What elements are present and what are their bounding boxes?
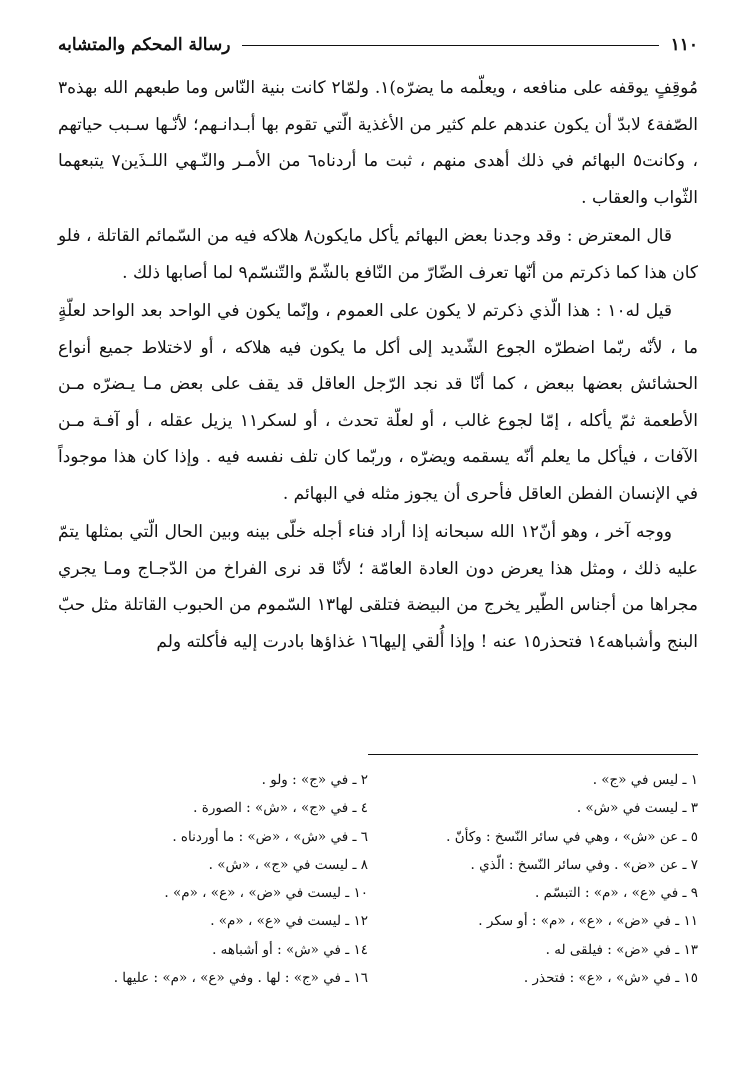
footnote-8: ٨ ـ ليست في «ج» ، «ش» . [208, 856, 368, 873]
footnote-9: ٩ ـ في «ع» ، «م» : التبسّم . [535, 885, 698, 902]
main-text [58, 70, 698, 660]
running-header [58, 30, 698, 60]
footnote-11: ١١ ـ في «ض» ، «ع» ، «م» : أو سكر . [478, 913, 698, 930]
paragraph-2: قال المعترض : وقد وجدنا بعض البهائم يأكل مايكون٨ هلاكه فيه من السّمائم القاتلة ، فلو كان هذا كما ذكرتم من أنّها تعرف الضّارّ من النّافع بالشّمّ والتّنسّم٩ لما أصابها ذلك . [58, 226, 698, 283]
footnote-2: ٢ ـ في «ج» : ولو . [261, 772, 368, 788]
footnote-16: ١٦ ـ في «ج» : لها . وفي «ع» ، «م» : عليها . [113, 970, 368, 987]
footnote-13: ١٣ ـ في «ض» : فيلقى له . [545, 941, 698, 958]
running-title: رسالة المحكم والمتشابه [58, 35, 231, 55]
footnote-10: ١٠ ـ ليست في «ض» ، «ع» ، «م» . [164, 885, 368, 902]
footnote-separator [368, 754, 698, 755]
footnote-6: ٦ ـ في «ش» ، «ض» : ما أوردناه . [172, 828, 368, 845]
footnote-12: ١٢ ـ ليست في «ع» ، «م» . [210, 913, 368, 930]
footnote-14: ١٤ ـ في «ش» : أو أشباهه . [212, 941, 368, 958]
header-rule [242, 45, 658, 46]
footnote-15: ١٥ ـ في «ش» ، «ع» : فتحذر . [523, 970, 698, 987]
footnotes [58, 766, 698, 992]
page-number: ١١٠ [670, 35, 698, 55]
paragraph-3: قيل له١٠ : هذا الّذي ذكرتم لا يكون على العموم ، وإنّما يكون في الواحد بعد الواحد لعلّةٍ ما ، لأنّه ربّما اضطرّه الجوع الشّديد إلى أكل ما يكون فيه هلاكه ، أو لاختلاط جميع أنواع الحشائش بعضها ببعض ، كما أنّا قد نجد الرّجل العاقل قد يقف على بعض مـا يـضرّه مـن الأطعمة ثمّ يأكله ، إمّا لجوع غالب ، أو لعلّة تحدث ، أو لسكر١١ يزيل عقله ، أو آفـة مـن الآفات ، فيأكل ما يعلم أنّه يسقمه ويضرّه ، وربّما كان تلف نفسه فيه . وإذا كان هذا موجوداً في الإنسان الفطن العاقل فأحرى أن يجوز مثله في البهائم . [58, 301, 698, 504]
paragraph-4: ووجه آخر ، وهو أنّ١٢ الله سبحانه إذا أراد فناء أجله خلّى بينه وبين الحال الّتي بمثلها يتمّ عليه ذلك ، ومثل هذا يعرض دون العادة العامّة ؛ لأنّا قد نرى الفراخ من الدّجـاج ومـا يجري مجراها من أجناس الطّير يخرج من البيضة فتلقى لها١٣ السّموم من الحبوب القاتلة مثل حبّ البنج وأشباهه١٤ فتحذر١٥ عنه ! وإذا أُلقي إليها١٦ غذاؤها بادرت إليه فأكلته ولم [58, 522, 698, 652]
footnote-7: ٧ ـ عن «ض» . وفي سائر النّسخ : الّذي . [470, 856, 698, 873]
footnote-5: ٥ ـ عن «ش» ، وهي في سائر النّسخ : وكأنّ . [446, 828, 698, 845]
paragraph-1: مُوقِفٍ يوقفه على منافعه ، ويعلّمه ما يضرّه)١. ولمّا٢ كانت بنية النّاس وما طبعهم الله بهذه٣ الصّفة٤ لابدّ أن يكون عندهم علم كثير من الأغذية الّتي تقوم بها أبـدانـهم؛ لأنّـها سـبب حياتهم ، وكانت٥ البهائم في ذلك أهدى منهم ، ثبت ما أردناه٦ من الأمـر والنّـهي اللـذَين٧ يتبعهما الثّواب والعقاب . [58, 78, 698, 208]
footnote-3: ٣ ـ ليست في «ش» . [576, 800, 698, 817]
footnote-1: ١ ـ ليس في «ج» . [592, 772, 698, 788]
footnote-4: ٤ ـ في «ج» ، «ش» : الصورة . [193, 800, 368, 817]
